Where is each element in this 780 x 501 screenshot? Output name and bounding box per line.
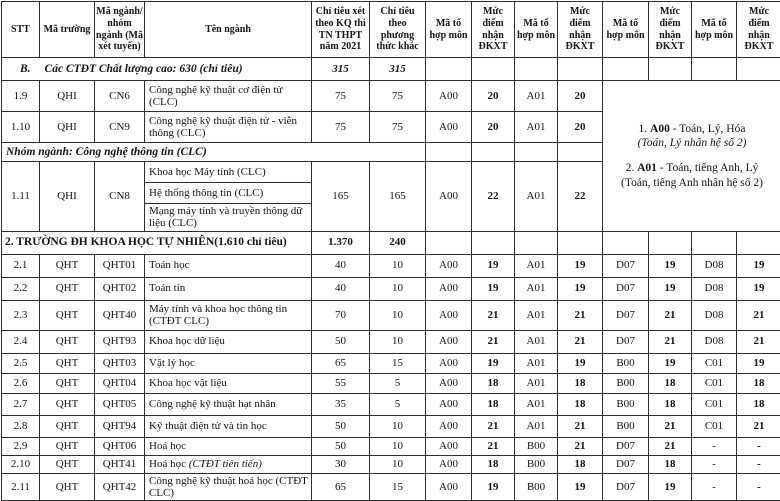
cell-to-hop-3: B00	[603, 353, 649, 373]
cell-to-hop-1: A00	[426, 353, 472, 373]
cell-to-hop-3: D07	[603, 300, 649, 330]
cell-ten-nganh: Công nghệ kỹ thuật điện tử - viễn thông (CLC)	[145, 112, 312, 143]
cell-diem-2: 18	[558, 393, 603, 415]
cell-ma-truong: QHT	[40, 455, 95, 473]
cell-chi-tieu-khac: 10	[370, 277, 426, 300]
header-cell-to-hop-1: Mã tổ hợp môn	[426, 2, 472, 58]
to-hop-note-cell	[603, 81, 780, 232]
ten-text: Công nghệ kỹ thuật hạt nhân	[149, 398, 276, 410]
cell-to-hop-4: -	[692, 437, 737, 455]
cell-ma-truong: QHI	[40, 81, 95, 112]
cell-to-hop-3: D07	[603, 473, 649, 501]
header-cell-stt: STT	[2, 2, 40, 58]
cell-ma-truong: QHT	[40, 373, 95, 393]
cell-to-hop-3: D07	[603, 330, 649, 353]
cell-to-hop-2: A01	[515, 162, 558, 232]
cell-stt: 2.5	[2, 353, 40, 373]
cell-ten-nganh: Hệ thống thông tin (CLC)	[145, 183, 312, 204]
cell-to-hop-1: A00	[426, 373, 472, 393]
table-row-2-8	[2, 415, 780, 437]
cell-stt: 1.11	[2, 162, 40, 232]
cell-diem-2: 21	[558, 300, 603, 330]
cell-ma-nganh: QHT40	[95, 300, 145, 330]
empty-cell	[558, 143, 603, 162]
cell-to-hop-3: D07	[603, 455, 649, 473]
cell-diem-2: 21	[558, 330, 603, 353]
cell-chi-tieu-thpt: 75	[312, 112, 370, 143]
cell-ten-nganh	[145, 330, 312, 353]
cell-diem-4: -	[737, 437, 780, 455]
cell-diem-3: 18	[649, 373, 692, 393]
cell-stt: 2.11	[2, 473, 40, 501]
note-a01-num: 2.	[626, 162, 638, 174]
cell-diem-3: 21	[649, 330, 692, 353]
cell-chi-tieu-khac: 10	[370, 455, 426, 473]
cell-diem-4: 21	[737, 415, 780, 437]
cell-ma-truong: QHT	[40, 254, 95, 277]
cell-ma-truong: QHT	[40, 415, 95, 437]
cell-stt: 2.4	[2, 330, 40, 353]
cell-diem-1: 21	[472, 437, 515, 455]
header-row	[2, 2, 780, 58]
cell-stt: 2.7	[2, 393, 40, 415]
table-row-1-9	[2, 81, 780, 112]
cell-to-hop-1: A00	[426, 393, 472, 415]
section-2-label-cell: 2. TRƯỜNG ĐH KHOA HỌC TỰ NHIÊN(1.610 chỉ tiêu)	[2, 231, 312, 254]
cell-diem-2: 21	[558, 437, 603, 455]
cell-chi-tieu-khac: 15	[370, 473, 426, 501]
cell-diem-4: 18	[737, 393, 780, 415]
cell-to-hop-3: D07	[603, 277, 649, 300]
cell-chi-tieu-khac: 15	[370, 353, 426, 373]
cell-stt: 2.6	[2, 373, 40, 393]
cell-to-hop-4: C01	[692, 373, 737, 393]
cell-diem-2: 20	[558, 112, 603, 143]
cell-to-hop-2: B00	[515, 437, 558, 455]
note-a00-subjects: - Toán, Lý, Hóa	[670, 123, 746, 135]
cell-to-hop-4: D08	[692, 254, 737, 277]
cell-diem-2: 22	[558, 162, 603, 232]
cell-diem-3: 19	[649, 473, 692, 501]
cell-ten-nganh	[145, 415, 312, 437]
empty-cell	[426, 58, 472, 81]
section-2-chi-tieu-khac: 240	[370, 231, 426, 254]
cell-ma-nganh: QHT06	[95, 437, 145, 455]
cell-diem-2: 19	[558, 277, 603, 300]
ten-text: Toán tin	[149, 282, 185, 294]
cell-to-hop-1: A00	[426, 162, 472, 232]
cell-diem-3: 19	[649, 254, 692, 277]
cell-diem-1: 18	[472, 373, 515, 393]
cell-chi-tieu-khac: 10	[370, 300, 426, 330]
cell-ma-truong: QHT	[40, 353, 95, 373]
header-cell-ten-nganh: Tên ngành	[145, 2, 312, 58]
cell-stt: 1.10	[2, 112, 40, 143]
cell-to-hop-2: A01	[515, 393, 558, 415]
cell-chi-tieu-thpt: 70	[312, 300, 370, 330]
ten-text: Máy tính và khoa học thông tin (CTĐT CLC)	[149, 303, 287, 327]
cell-to-hop-1: A00	[426, 277, 472, 300]
cell-to-hop-4: D08	[692, 277, 737, 300]
cell-ma-truong: QHT	[40, 437, 95, 455]
cell-to-hop-3: D07	[603, 437, 649, 455]
cell-diem-1: 20	[472, 112, 515, 143]
cell-diem-2: 19	[558, 254, 603, 277]
note-a01-subjects: - Toán, tiếng Anh, Lý	[657, 162, 759, 174]
empty-cell	[737, 231, 780, 254]
empty-cell	[515, 143, 558, 162]
cell-ma-truong: QHT	[40, 300, 95, 330]
cell-diem-3: 18	[649, 393, 692, 415]
cell-ma-nganh: QHT42	[95, 473, 145, 501]
cell-diem-3: 21	[649, 415, 692, 437]
cell-to-hop-3: D07	[603, 254, 649, 277]
cell-chi-tieu-khac: 10	[370, 254, 426, 277]
cell-stt: 2.3	[2, 300, 40, 330]
ten-text: Công nghệ kỹ thuật hoá học (CTĐT CLC)	[149, 475, 308, 499]
cell-ma-nganh: QHT01	[95, 254, 145, 277]
ten-text: Toán học	[149, 259, 189, 271]
empty-cell	[472, 58, 515, 81]
cell-to-hop-4: D08	[692, 330, 737, 353]
cell-ma-truong: QHI	[40, 112, 95, 143]
cell-chi-tieu-thpt: 35	[312, 393, 370, 415]
cell-chi-tieu-thpt: 50	[312, 415, 370, 437]
cell-chi-tieu-thpt: 40	[312, 277, 370, 300]
cell-diem-1: 22	[472, 162, 515, 232]
empty-cell	[515, 58, 558, 81]
ten-text: Kỹ thuật điện tử và tin học	[149, 420, 267, 432]
note-a01-code: A01	[637, 162, 657, 174]
table-row-2-5	[2, 353, 780, 373]
note-line-a00	[605, 122, 779, 136]
cell-chi-tieu-khac: 5	[370, 373, 426, 393]
cell-to-hop-1: A00	[426, 300, 472, 330]
cell-ma-nganh: CN8	[95, 162, 145, 232]
cell-to-hop-1: A00	[426, 455, 472, 473]
cell-stt: 2.8	[2, 415, 40, 437]
section-b-chi-tieu-thpt: 315	[312, 58, 370, 81]
cell-to-hop-3: B00	[603, 373, 649, 393]
cell-to-hop-2: A01	[515, 254, 558, 277]
cell-to-hop-4: D08	[692, 300, 737, 330]
cell-diem-4: 18	[737, 373, 780, 393]
cell-diem-1: 20	[472, 81, 515, 112]
ten-italic: (CTĐT tiên tiến)	[189, 458, 262, 470]
note-a00-num: 1.	[639, 123, 651, 135]
empty-cell	[426, 143, 472, 162]
cell-ma-nganh: CN9	[95, 112, 145, 143]
cell-diem-3: 21	[649, 437, 692, 455]
ten-text: Hoá học	[149, 440, 186, 452]
cell-diem-3: 19	[649, 277, 692, 300]
section-b-row	[2, 58, 780, 81]
cell-ma-nganh: QHT41	[95, 455, 145, 473]
cell-to-hop-1: A00	[426, 473, 472, 501]
header-cell-to-hop-4: Mã tổ hợp môn	[692, 2, 737, 58]
cell-diem-3: 19	[649, 353, 692, 373]
cell-to-hop-4: C01	[692, 393, 737, 415]
section-b-label: Các CTĐT Chất lượng cao: 630 (chỉ tiêu)	[45, 63, 243, 75]
admission-table	[1, 1, 780, 501]
cell-diem-3: 18	[649, 455, 692, 473]
table-row-2-11	[2, 473, 780, 501]
cell-diem-1: 21	[472, 300, 515, 330]
header-cell-ma-truong: Mã trường	[40, 2, 95, 58]
cell-ten-nganh	[145, 393, 312, 415]
cell-ten-nganh	[145, 373, 312, 393]
cell-ten-nganh	[145, 473, 312, 501]
cell-chi-tieu-thpt: 40	[312, 254, 370, 277]
cell-chi-tieu-thpt: 75	[312, 81, 370, 112]
cell-chi-tieu-khac: 165	[370, 162, 426, 232]
cell-diem-4: 19	[737, 277, 780, 300]
cell-ten-nganh: Mạng máy tính và truyền thông dữ liệu (CLC)	[145, 204, 312, 232]
cell-diem-2: 18	[558, 455, 603, 473]
cell-diem-2: 18	[558, 373, 603, 393]
section-b-label-cell	[2, 58, 312, 81]
cell-to-hop-2: B00	[515, 473, 558, 501]
cell-ma-nganh: QHT05	[95, 393, 145, 415]
cell-to-hop-1: A00	[426, 437, 472, 455]
cell-to-hop-1: A00	[426, 330, 472, 353]
cell-ma-nganh: QHT94	[95, 415, 145, 437]
table-row-2-1	[2, 254, 780, 277]
cell-ma-nganh: QHT93	[95, 330, 145, 353]
header-cell-to-hop-2: Mã tổ hợp môn	[515, 2, 558, 58]
cell-ma-truong: QHI	[40, 162, 95, 232]
cell-diem-4: 21	[737, 330, 780, 353]
cell-chi-tieu-thpt: 65	[312, 473, 370, 501]
cell-ten-nganh	[145, 300, 312, 330]
cell-chi-tieu-khac: 10	[370, 415, 426, 437]
cell-chi-tieu-thpt: 50	[312, 437, 370, 455]
cell-diem-1: 19	[472, 473, 515, 501]
empty-cell	[603, 58, 649, 81]
empty-cell	[603, 231, 649, 254]
empty-cell	[649, 58, 692, 81]
cell-chi-tieu-thpt: 30	[312, 455, 370, 473]
cell-ten-nganh	[145, 277, 312, 300]
cell-diem-1: 19	[472, 353, 515, 373]
note-line-a00-weight: (Toán, Lý nhân hệ số 2)	[605, 136, 779, 150]
cell-to-hop-4: C01	[692, 353, 737, 373]
cell-to-hop-4: C01	[692, 415, 737, 437]
cell-chi-tieu-khac: 10	[370, 437, 426, 455]
cell-ten-nganh	[145, 254, 312, 277]
table-row-2-9	[2, 437, 780, 455]
cell-to-hop-1: A00	[426, 112, 472, 143]
cell-ma-nganh: CN6	[95, 81, 145, 112]
cell-to-hop-2: A01	[515, 415, 558, 437]
cell-diem-4: 19	[737, 353, 780, 373]
section-2-row	[2, 231, 780, 254]
cell-to-hop-2: A01	[515, 373, 558, 393]
cell-ten-nganh	[145, 455, 312, 473]
cell-to-hop-1: A00	[426, 81, 472, 112]
cell-stt: 2.10	[2, 455, 40, 473]
cell-ten-nganh	[145, 437, 312, 455]
cell-diem-2: 19	[558, 353, 603, 373]
cell-diem-3: 21	[649, 300, 692, 330]
empty-cell	[649, 231, 692, 254]
cell-chi-tieu-thpt: 50	[312, 330, 370, 353]
empty-cell	[737, 58, 780, 81]
cell-to-hop-4: -	[692, 473, 737, 501]
cell-to-hop-1: A00	[426, 415, 472, 437]
cell-diem-1: 18	[472, 455, 515, 473]
note-line-a01	[605, 161, 779, 175]
cell-ten-nganh: Khoa học Máy tính (CLC)	[145, 162, 312, 183]
cell-ma-nganh: QHT03	[95, 353, 145, 373]
cell-ma-truong: QHT	[40, 277, 95, 300]
cell-chi-tieu-khac: 5	[370, 393, 426, 415]
cell-to-hop-2: A01	[515, 112, 558, 143]
section-b-prefix: B.	[20, 63, 31, 75]
cell-diem-1: 21	[472, 330, 515, 353]
cell-chi-tieu-thpt: 165	[312, 162, 370, 232]
cell-diem-4: -	[737, 473, 780, 501]
header-cell-diem-3: Mức điểm nhận ĐKXT	[649, 2, 692, 58]
cell-to-hop-1: A00	[426, 254, 472, 277]
empty-cell	[472, 143, 515, 162]
cell-chi-tieu-khac: 75	[370, 112, 426, 143]
cell-diem-2: 20	[558, 81, 603, 112]
cell-to-hop-2: A01	[515, 300, 558, 330]
section-b-chi-tieu-khac: 315	[370, 58, 426, 81]
ten-text: Vật lý học	[149, 357, 195, 369]
cell-diem-1: 18	[472, 393, 515, 415]
ten-text: Khoa học dữ liệu	[149, 335, 225, 347]
cell-ma-truong: QHT	[40, 393, 95, 415]
table-row-2-2	[2, 277, 780, 300]
cell-to-hop-2: B00	[515, 455, 558, 473]
cell-stt: 2.9	[2, 437, 40, 455]
header-cell-diem-4: Mức điểm nhận ĐKXT	[737, 2, 780, 58]
cell-ten-nganh: Công nghệ kỹ thuật cơ điện tử (CLC)	[145, 81, 312, 112]
cell-to-hop-2: A01	[515, 81, 558, 112]
header-cell-diem-1: Mức điểm nhận ĐKXT	[472, 2, 515, 58]
cell-to-hop-4: -	[692, 455, 737, 473]
empty-cell	[472, 231, 515, 254]
header-cell-ma-nganh: Mã ngành/ nhóm ngành (Mã xét tuyển)	[95, 2, 145, 58]
empty-cell	[558, 231, 603, 254]
cell-ten-nganh	[145, 353, 312, 373]
cell-to-hop-2: A01	[515, 277, 558, 300]
ten-text: Khoa học vật liệu	[149, 377, 227, 389]
cell-diem-4: -	[737, 455, 780, 473]
cell-ma-nganh: QHT02	[95, 277, 145, 300]
empty-cell	[426, 231, 472, 254]
cell-to-hop-2: A01	[515, 330, 558, 353]
ten-text: Hoá học	[149, 458, 189, 470]
table-row-2-7	[2, 393, 780, 415]
table-row-2-6	[2, 373, 780, 393]
cell-diem-2: 19	[558, 473, 603, 501]
section-2-chi-tieu-thpt: 1.370	[312, 231, 370, 254]
empty-cell	[692, 58, 737, 81]
table-row-2-10	[2, 455, 780, 473]
cell-chi-tieu-thpt: 65	[312, 353, 370, 373]
cell-to-hop-2: A01	[515, 353, 558, 373]
table-row-2-3	[2, 300, 780, 330]
empty-cell	[692, 231, 737, 254]
header-cell-diem-2: Mức điểm nhận ĐKXT	[558, 2, 603, 58]
cell-chi-tieu-khac: 75	[370, 81, 426, 112]
header-cell-chi-tieu-thpt: Chỉ tiêu xét theo KQ thi TN THPT năm 2021	[312, 2, 370, 58]
cell-stt: 2.2	[2, 277, 40, 300]
cell-ma-truong: QHT	[40, 473, 95, 501]
cell-diem-1: 19	[472, 254, 515, 277]
cell-to-hop-3: B00	[603, 415, 649, 437]
cell-diem-4: 21	[737, 300, 780, 330]
cell-chi-tieu-khac: 10	[370, 330, 426, 353]
cell-ma-nganh: QHT04	[95, 373, 145, 393]
cell-diem-2: 21	[558, 415, 603, 437]
empty-cell	[558, 58, 603, 81]
empty-cell	[515, 231, 558, 254]
cell-stt: 2.1	[2, 254, 40, 277]
header-cell-chi-tieu-khac: Chỉ tiêu theo phương thức khác	[370, 2, 426, 58]
cell-diem-1: 19	[472, 277, 515, 300]
note-a00-code: A00	[650, 123, 670, 135]
cell-stt: 1.9	[2, 81, 40, 112]
cell-ma-truong: QHT	[40, 330, 95, 353]
note-line-a01-weight: (Toán, tiếng Anh nhân hệ số 2)	[605, 176, 779, 190]
cell-diem-4: 19	[737, 254, 780, 277]
cell-to-hop-3: B00	[603, 393, 649, 415]
cell-diem-1: 21	[472, 415, 515, 437]
table-row-2-4	[2, 330, 780, 353]
header-cell-to-hop-3: Mã tổ hợp môn	[603, 2, 649, 58]
cell-chi-tieu-thpt: 55	[312, 373, 370, 393]
group-label-cell: Nhóm ngành: Công nghệ thông tin (CLC)	[2, 143, 426, 162]
